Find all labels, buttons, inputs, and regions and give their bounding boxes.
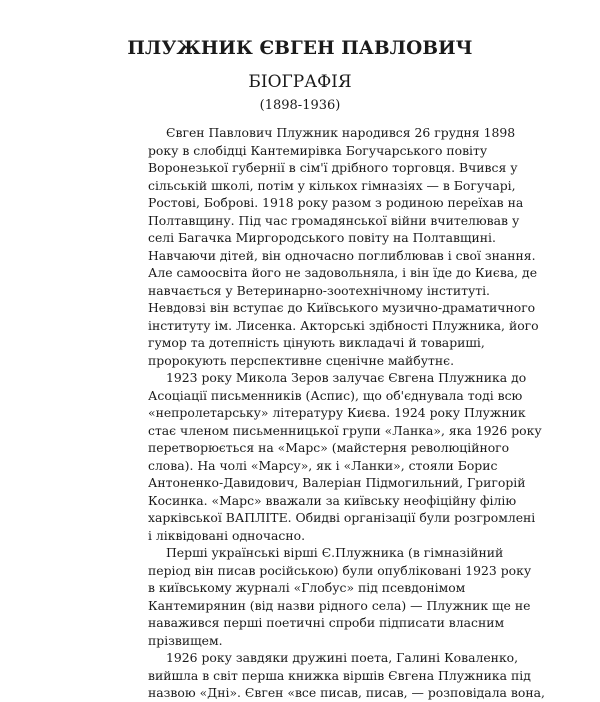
text-line: гумор та дотепність цінують викладачі й товариші, <box>148 335 485 350</box>
section-heading: БІОГРАФІЯ <box>248 72 352 92</box>
paragraph <box>148 369 542 544</box>
text-line: вийшла в світ перша книжка віршів Євгена Плужника під <box>148 667 531 683</box>
text-line: і ліквідовані одночасно. <box>148 527 306 543</box>
text-line: Євген Павлович Плужник народився 26 грудня 1898 <box>166 125 516 140</box>
text-line: прізвищем. <box>148 632 223 648</box>
text-line: назвою «Дні». Євген «все писав, писав, — розповідала вона, <box>148 685 545 700</box>
paragraph <box>148 544 532 649</box>
text-line: період він писав російською) були опубліковані 1923 року <box>148 562 532 578</box>
text-line: Невдовзі він вступає до Київського музично-драматичного <box>148 300 536 315</box>
text-line: Полтавщину. Під час громадянської війни вчителював у <box>148 212 520 228</box>
text-line: пророкують перспективне сценічне майбутнє. <box>148 352 455 368</box>
author-title: ПЛУЖНИК ЄВГЕН ПАВЛОВИЧ <box>127 38 473 59</box>
text-line: Кантемирянин (від назви рідного села) — Плужник ще не <box>148 597 531 613</box>
text-line: інституту ім. Лисенка. Акторські здібності Плужника, його <box>148 317 539 333</box>
text-line: року в слобідці Кантемирівка Богучарського повіту <box>148 142 488 158</box>
text-line: Перші українські вірші Є.Плужника (в гімназійний <box>166 545 504 560</box>
text-line: стає членом письменницької групи «Ланка», яка 1926 року <box>148 422 542 438</box>
text-line: сільській школі, потім у кількох гімназіях — в Богучарі, <box>148 177 516 193</box>
paragraph <box>148 124 539 369</box>
text-line: «непролетарську» літературу Києва. 1924 року Плужник <box>148 405 526 420</box>
text-line: перетворюється на «Марс» (майстерня революційного <box>148 440 510 455</box>
text-line: Асоціації письменників (Аспис), що об'єднувала тоді всю <box>148 387 523 403</box>
text-line: наважився перші поетичні спроби підписати власним <box>148 615 505 630</box>
text-line: харківської ВАПЛІТЕ. Обидві організації були розгромлені <box>148 510 536 525</box>
text-line: в київському журналі «Глобус» під псевдонімом <box>148 580 466 595</box>
text-line: Але самоосвіта його не задовольняла, і він їде до Києва, де <box>148 265 538 280</box>
text-line: 1923 року Микола Зеров залучає Євгена Плужника до <box>166 370 527 385</box>
life-dates: (1898-1936) <box>259 98 341 113</box>
text-line: навчається у Ветеринарно-зоотехнічному інституті. <box>148 282 490 298</box>
text-line: 1926 року завдяки дружині поета, Галині Коваленко, <box>166 650 519 665</box>
text-line: Косинка. «Марс» вважали за київську неофіційну філію <box>148 492 517 508</box>
text-line: Антоненко-Давидович, Валеріан Підмогильний, Григорій <box>148 475 526 490</box>
paragraph <box>148 649 545 702</box>
text-line: селі Багачка Миргородського повіту на Полтавщині. <box>148 230 496 245</box>
text-line: Ростові, Боброві. 1918 року разом з родиною переїхав на <box>148 195 524 210</box>
biography-text <box>148 124 545 702</box>
text-line: слова). На чолі «Марсу», як і «Ланки», стояли Борис <box>148 457 498 473</box>
text-line: Воронезької губернії в сім'ї дрібного торговця. Вчився у <box>148 160 518 175</box>
text-line: Навчаючи дітей, він одночасно поглиблював і свої знання. <box>148 247 536 263</box>
